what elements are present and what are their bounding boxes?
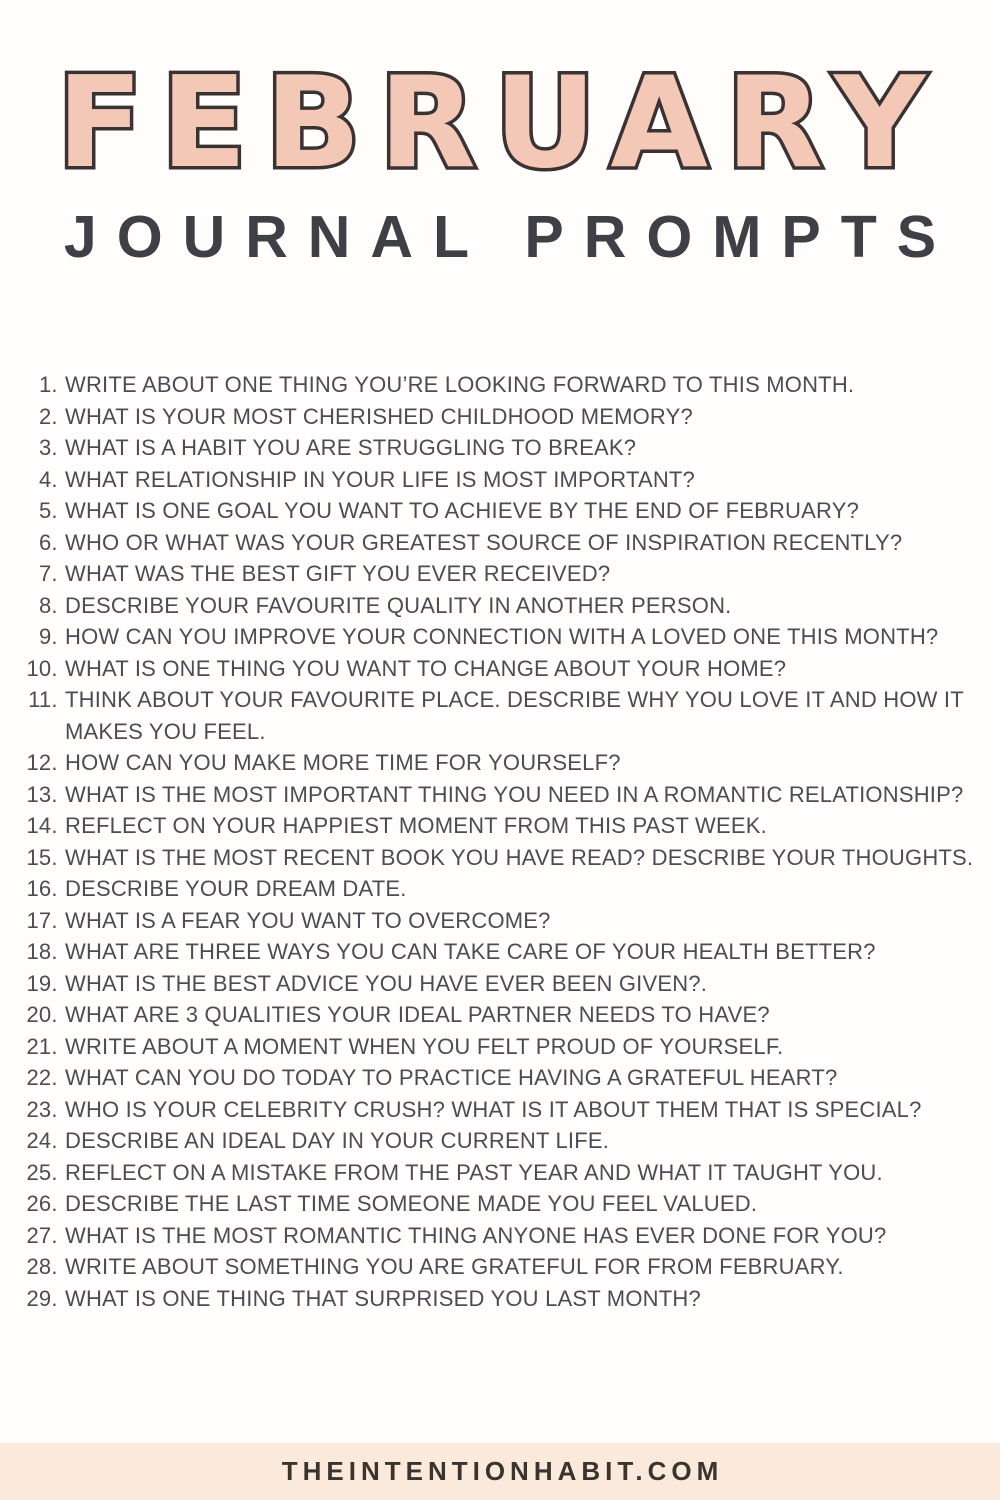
prompt-item: 26. DESCRIBE THE LAST TIME SOMEONE MADE YOU FEEL VALUED. xyxy=(64,1188,982,1220)
prompt-item: 20. WHAT ARE 3 QUALITIES YOUR IDEAL PARTNER NEEDS TO HAVE? xyxy=(64,999,982,1031)
prompt-item: 13. WHAT IS THE MOST IMPORTANT THING YOU NEED IN A ROMANTIC RELATIONSHIP? xyxy=(64,779,982,811)
prompt-item: 10. WHAT IS ONE THING YOU WANT TO CHANGE ABOUT YOUR HOME? xyxy=(64,653,982,685)
prompt-list xyxy=(30,369,982,1314)
prompt-item: 14. REFLECT ON YOUR HAPPIEST MOMENT FROM THIS PAST WEEK. xyxy=(64,810,982,842)
prompt-item: 19. WHAT IS THE BEST ADVICE YOU HAVE EVER BEEN GIVEN?. xyxy=(64,968,982,1000)
header xyxy=(0,49,1000,270)
prompt-item: 7. WHAT WAS THE BEST GIFT YOU EVER RECEIVED? xyxy=(64,558,982,590)
website-url: THEINTENTIONHABIT.COM xyxy=(281,1456,724,1486)
prompt-item: 11. THINK ABOUT YOUR FAVOURITE PLACE. DESCRIBE WHY YOU LOVE IT AND HOW IT MAKES YOU FEEL. xyxy=(64,684,982,747)
prompt-item: 2. WHAT IS YOUR MOST CHERISHED CHILDHOOD MEMORY? xyxy=(64,401,982,433)
prompt-item: 16. DESCRIBE YOUR DREAM DATE. xyxy=(64,873,982,905)
page-title: FEBRUARY xyxy=(56,49,944,196)
prompt-item: 1. WRITE ABOUT ONE THING YOU’RE LOOKING FORWARD TO THIS MONTH. xyxy=(64,369,982,401)
prompt-item: 4. WHAT RELATIONSHIP IN YOUR LIFE IS MOST IMPORTANT? xyxy=(64,464,982,496)
prompt-item: 8. DESCRIBE YOUR FAVOURITE QUALITY IN ANOTHER PERSON. xyxy=(64,590,982,622)
prompt-item: 24. DESCRIBE AN IDEAL DAY IN YOUR CURRENT LIFE. xyxy=(64,1125,982,1157)
prompt-item: 25. REFLECT ON A MISTAKE FROM THE PAST YEAR AND WHAT IT TAUGHT YOU. xyxy=(64,1157,982,1189)
prompt-item: 27. WHAT IS THE MOST ROMANTIC THING ANYONE HAS EVER DONE FOR YOU? xyxy=(64,1220,982,1252)
prompt-item: 6. WHO OR WHAT WAS YOUR GREATEST SOURCE OF INSPIRATION RECENTLY? xyxy=(64,527,982,559)
prompt-item: 18. WHAT ARE THREE WAYS YOU CAN TAKE CARE OF YOUR HEALTH BETTER? xyxy=(64,936,982,968)
prompt-item: 17. WHAT IS A FEAR YOU WANT TO OVERCOME? xyxy=(64,905,982,937)
prompt-item: 23. WHO IS YOUR CELEBRITY CRUSH? WHAT IS IT ABOUT THEM THAT IS SPECIAL? xyxy=(64,1094,982,1126)
prompt-item: 29. WHAT IS ONE THING THAT SURPRISED YOU LAST MONTH? xyxy=(64,1283,982,1315)
prompt-item: 22. WHAT CAN YOU DO TODAY TO PRACTICE HAVING A GRATEFUL HEART? xyxy=(64,1062,982,1094)
prompt-item: 9. HOW CAN YOU IMPROVE YOUR CONNECTION WITH A LOVED ONE THIS MONTH? xyxy=(64,621,982,653)
prompt-item: 12. HOW CAN YOU MAKE MORE TIME FOR YOURSELF? xyxy=(64,747,982,779)
prompt-item: 28. WRITE ABOUT SOMETHING YOU ARE GRATEFUL FOR FROM FEBRUARY. xyxy=(64,1251,982,1283)
prompt-item: 5. WHAT IS ONE GOAL YOU WANT TO ACHIEVE BY THE END OF FEBRUARY? xyxy=(64,495,982,527)
prompt-item: 21. WRITE ABOUT A MOMENT WHEN YOU FELT PROUD OF YOURSELF. xyxy=(64,1031,982,1063)
footer-bar xyxy=(0,1443,1000,1500)
prompt-item: 15. WHAT IS THE MOST RECENT BOOK YOU HAVE READ? DESCRIBE YOUR THOUGHTS. xyxy=(64,842,982,874)
page-subtitle: JOURNAL PROMPTS xyxy=(63,204,957,270)
prompt-item: 3. WHAT IS A HABIT YOU ARE STRUGGLING TO BREAK? xyxy=(64,432,982,464)
